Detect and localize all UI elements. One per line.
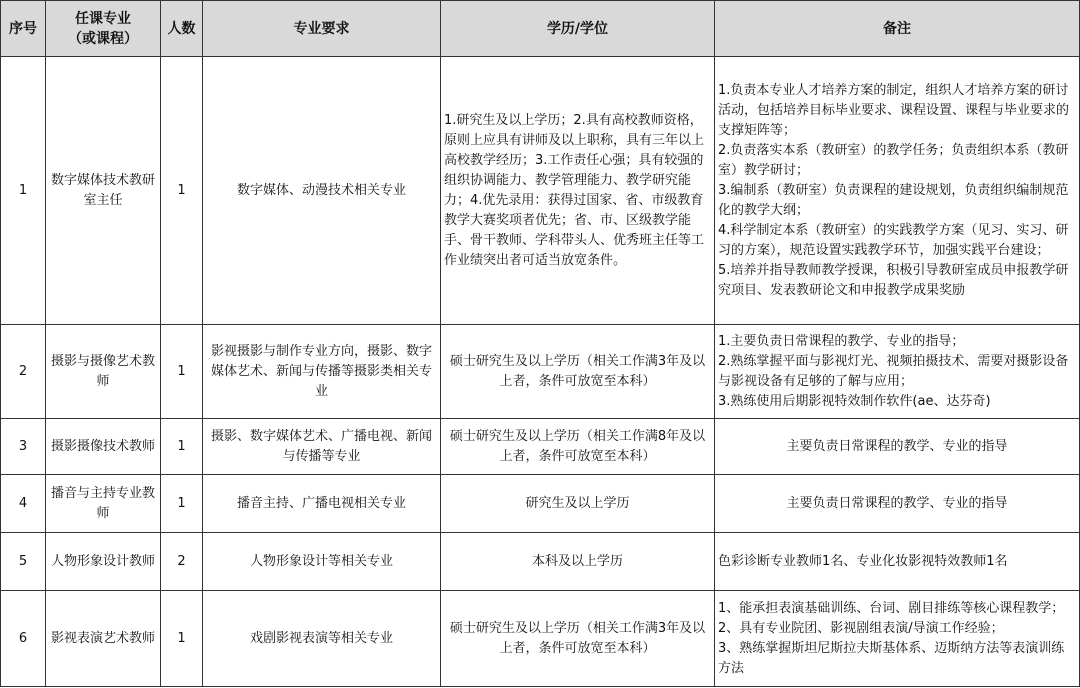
row-notes (715, 419, 1080, 475)
row-major: 摄影、数字媒体艺术、广播电视、新闻与传播等专业 (203, 419, 441, 475)
row-count: 2 (161, 533, 203, 591)
row-degree: 硕士研究生及以上学历（相关工作满8年及以上者，条件可放宽至本科） (441, 419, 715, 475)
table-row (1, 533, 1080, 591)
note-line: 色彩诊断专业教师1名、专业化妆影视特效教师1名 (718, 553, 1008, 569)
row-count: 1 (161, 325, 203, 419)
note-line: 1.负责本专业人才培养方案的制定，组织人才培养方案的研讨活动，包括培养目标毕业要求、课程设置、课程与毕业要求的支撑矩阵等； (718, 82, 1070, 138)
row-count: 1 (161, 57, 203, 325)
row-index: 1 (1, 57, 46, 325)
note-line: 主要负责日常课程的教学、专业的指导 (786, 438, 1008, 454)
row-index: 3 (1, 419, 46, 475)
row-notes (715, 591, 1080, 687)
row-count: 1 (161, 475, 203, 533)
row-major: 影视摄影与制作专业方向，摄影、数字媒体艺术、新闻与传播等摄影类相关专业 (203, 325, 441, 419)
table-row (1, 419, 1080, 475)
row-notes (715, 475, 1080, 533)
header-course-line1: 任课专业 (75, 10, 131, 27)
table-row (1, 325, 1080, 419)
header-count: 人数 (161, 1, 203, 57)
row-course: 数字媒体技术教研室主任 (46, 57, 161, 325)
row-degree: 研究生及以上学历 (441, 475, 715, 533)
header-index: 序号 (1, 1, 46, 57)
note-line: 2.负责落实本系（教研室）的教学任务；负责组织本系（教研室）教学研讨； (718, 142, 1069, 178)
row-major: 戏剧影视表演等相关专业 (203, 591, 441, 687)
note-line: 5.培养并指导教师教学授课，积极引导教研室成员申报教学研究项目、发表教研论文和申报教学成果奖励 (718, 262, 1069, 298)
row-count: 1 (161, 591, 203, 687)
table-row (1, 475, 1080, 533)
note-line: 1、能承担表演基础训练、台词、剧目排练等核心课程教学； (718, 600, 1065, 616)
row-notes (715, 57, 1080, 325)
note-line: 2、具有专业院团、影视剧组表演/导演工作经验； (718, 620, 1004, 636)
row-notes (715, 533, 1080, 591)
row-count: 1 (161, 419, 203, 475)
row-major: 人物形象设计等相关专业 (203, 533, 441, 591)
table-row (1, 591, 1080, 687)
row-index: 6 (1, 591, 46, 687)
table-row (1, 57, 1080, 325)
note-line: 主要负责日常课程的教学、专业的指导 (786, 495, 1008, 511)
row-course: 影视表演艺术教师 (46, 591, 161, 687)
row-major: 播音主持、广播电视相关专业 (203, 475, 441, 533)
header-degree: 学历/学位 (441, 1, 715, 57)
row-degree: 本科及以上学历 (441, 533, 715, 591)
note-line: 3.熟练使用后期影视特效制作软件(ae、达芬奇) (718, 393, 991, 409)
row-notes (715, 325, 1080, 419)
row-degree: 硕士研究生及以上学历（相关工作满3年及以上者，条件可放宽至本科） (441, 325, 715, 419)
row-degree: 硕士研究生及以上学历（相关工作满3年及以上者，条件可放宽至本科） (441, 591, 715, 687)
row-index: 5 (1, 533, 46, 591)
header-row (1, 1, 1080, 57)
row-course: 摄影与摄像艺术教师 (46, 325, 161, 419)
note-line: 1.主要负责日常课程的教学、专业的指导； (718, 333, 965, 349)
row-course: 播音与主持专业教师 (46, 475, 161, 533)
note-line: 3.编制系（教研室）负责课程的建设规划，负责组织编制规范化的教学大纲； (718, 182, 1069, 218)
row-course: 人物形象设计教师 (46, 533, 161, 591)
note-line: 3、熟练掌握斯坦尼斯拉夫斯基体系、迈斯纳方法等表演训练方法 (718, 640, 1065, 676)
row-course: 摄影摄像技术教师 (46, 419, 161, 475)
note-line: 2.熟练掌握平面与影视灯光、视频拍摄技术、需要对摄影设备与影视设备有足够的了解与应用； (718, 353, 1069, 389)
header-course (46, 1, 161, 57)
row-index: 4 (1, 475, 46, 533)
header-major: 专业要求 (203, 1, 441, 57)
header-course-line2: （或课程） (68, 30, 138, 47)
row-degree: 1.研究生及以上学历；2.具有高校教师资格，原则上应具有讲师及以上职称，具有三年以上高校教学经历；3.工作责任心强；具有较强的组织协调能力、教学管理能力、教学研究能力；4.优先录用：获得过国家、省、市级教育教学大赛奖项者优先；省、市、区级教学能手、骨干教师、学科带头人、优秀班主任等工作业绩突出者可适当放宽条件。 (441, 57, 715, 325)
row-index: 2 (1, 325, 46, 419)
row-major: 数字媒体、动漫技术相关专业 (203, 57, 441, 325)
header-notes: 备注 (715, 1, 1080, 57)
note-line: 4.科学制定本系（教研室）的实践教学方案（见习、实习、研习的方案），规范设置实践教学环节，加强实践平台建设； (718, 222, 1069, 258)
